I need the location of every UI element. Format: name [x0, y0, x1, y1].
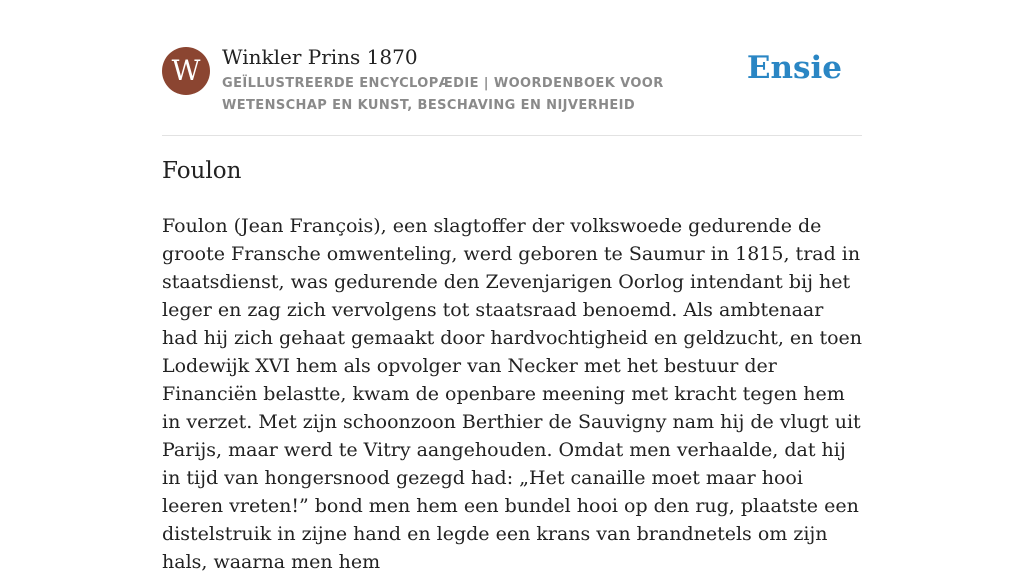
source-subtitle: GEÏLLUSTREERDE ENCYCLOPÆDIE | WOORDENBOEK VOOR WETENSCHAP EN KUNST, BESCHAVING EN NIJVERHEID — [222, 76, 664, 113]
source-header — [162, 44, 862, 136]
source-avatar[interactable]: W — [162, 47, 210, 95]
ensie-logo[interactable]: Ensie — [746, 50, 842, 86]
article-title: Foulon — [162, 158, 242, 184]
header-divider — [162, 135, 862, 136]
source-title[interactable]: Winkler Prins 1870 — [222, 45, 418, 69]
article-body: Foulon (Jean François), een slagtoffer der volkswoede gedurende de groote Fransche omwenteling, werd geboren te Saumur in 1815, trad in staatsdienst, was gedurende den Zevenjarigen Oorlog intendant bij het leger en zag zich vervolgens tot staatsraad benoemd. Als ambtenaar had hij zich gehaat gemaakt door hardvochtigheid en geldzucht, en toen Lodewijk XVI hem als opvolger van Necker met het bestuur der Financiën belastte, kwam de openbare meening met kracht tegen hem in verzet. Met zijn schoonzoon Berthier de Sauvigny nam hij de vlugt uit Parijs, maar werd te Vitry aangehouden. Omdat men verhaalde, dat hij in tijd van hongersnood gezegd had: „Het canaille moet maar hooi leeren vreten!” bond men hem een bundel hooi op den rug, plaatste een distelstruik in zijne hand en legde een krans van brandnetels om zijn hals, waarna men hem — [162, 215, 862, 573]
